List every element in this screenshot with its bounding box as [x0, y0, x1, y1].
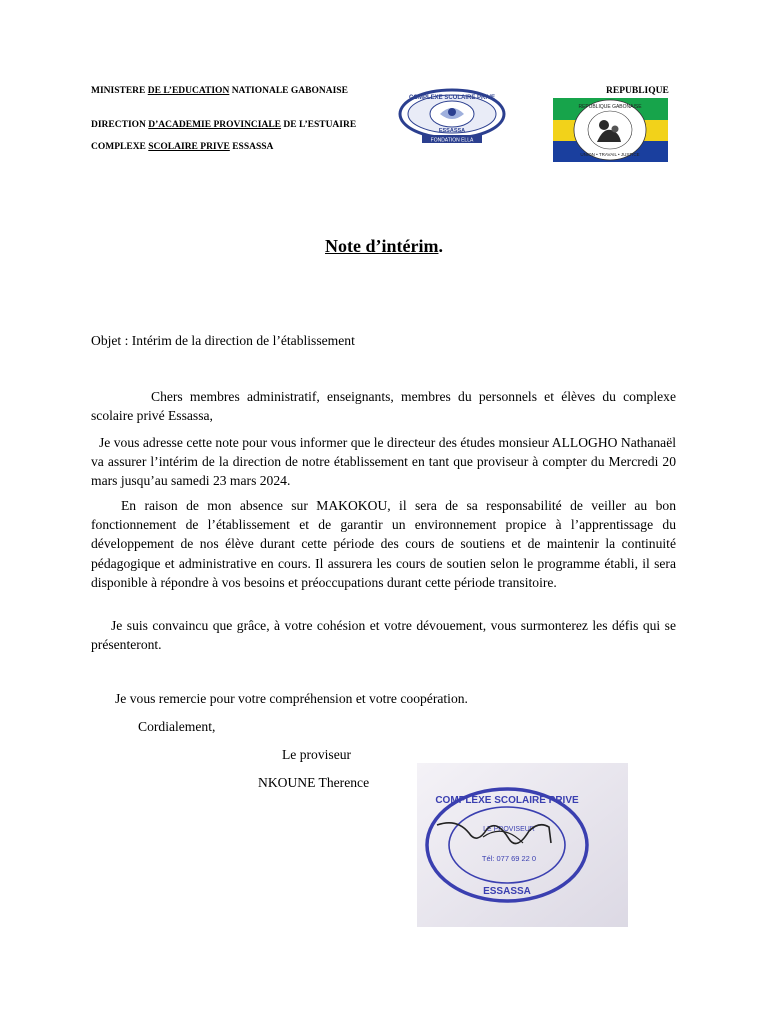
svg-text:ESSASSA: ESSASSA — [438, 128, 466, 134]
header-complexe — [91, 142, 391, 153]
header-ministry-post: NATIONALE GABONAISE — [231, 86, 348, 96]
header-republique: REPUBLIQUE — [606, 86, 669, 96]
header-complexe-mid: SCOLAIRE PRIVE — [148, 142, 230, 152]
header-complexe-pre: COMPLEXE — [91, 142, 146, 152]
header-ministry-pre: MINISTERE — [91, 86, 146, 96]
paragraph-confidence: Je suis convaincu que grâce, à votre cohésion et votre dévouement, vous surmonterez les défis qui se présenteront. — [91, 618, 676, 653]
paragraph-thanks: Je vous remercie pour votre compréhension et votre coopération. — [115, 691, 468, 706]
stamp-phone: Tél: 077 69 22 0 — [481, 854, 537, 863]
official-stamp — [417, 763, 628, 927]
svg-text:FONDATION ELLA: FONDATION ELLA — [430, 137, 474, 144]
svg-text:REPUBLIQUE GABONAISE: REPUBLIQUE GABONAISE — [578, 104, 642, 110]
svg-text:UNION • TRAVAIL • JUSTICE: UNION • TRAVAIL • JUSTICE — [580, 152, 640, 157]
header-direction-post: DE L’ESTUAIRE — [283, 120, 357, 130]
header-direction-mid: D’ACADEMIE PROVINCIALE — [148, 120, 282, 130]
stamp-center-title: LE PROVISEUR — [483, 826, 535, 833]
svg-text:COMPLEXE SCOLAIRE PRIVE: COMPLEXE SCOLAIRE PRIVE — [408, 95, 496, 101]
document-title-text: Note d’intérim — [325, 236, 439, 256]
school-logo — [396, 88, 508, 144]
closing: Cordialement, — [138, 719, 216, 734]
signatory-title: Le proviseur — [282, 747, 352, 762]
paragraph-responsibilities: En raison de mon absence sur MAKOKOU, il sera de sa responsabilité de veiller au bon fonctionnement de l’établissement et de garantir un environnement propice à l’apprentissage du développement de nos élève durant cette période des cours de soutiens et de maintenir la continuité pédagogique et administrative en cours. Il assurera les cours de soutien selon le programme établi, il sera disponible à répondre à vos besoins et préoccupations durant cette période transitoire. — [91, 498, 676, 590]
subject-line: Objet : Intérim de la direction de l’établissement — [91, 333, 355, 348]
signatory-name: NKOUNE Therence — [258, 775, 370, 790]
gabon-flag — [553, 98, 668, 162]
header-ministry-mid: DE L’EDUCATION — [147, 86, 230, 96]
header-direction — [91, 120, 421, 131]
paragraph-announcement: Je vous adresse cette note pour vous informer que le directeur des études monsieur ALLOGHO Nathanaël va assurer l’intérim de la direction de notre établissement en tant que proviseur à compter du Mercredi 20 mars jusqu’au samedi 23 mars 2024. — [91, 435, 676, 489]
stamp-ring-bottom: ESSASSA — [483, 886, 531, 897]
stamp-ring-top: COMPLEXE SCOLAIRE PRIVE — [435, 795, 579, 806]
header-ministry — [91, 86, 351, 97]
document-title-suffix: . — [438, 236, 443, 256]
header-complexe-post: ESSASSA — [232, 142, 274, 152]
paragraph-salutation: Chers membres administratif, enseignants, membres du personnels et élèves du complexe scolaire privé Essassa, — [91, 389, 676, 424]
document-title — [0, 236, 768, 257]
header-direction-pre: DIRECTION — [91, 120, 146, 130]
